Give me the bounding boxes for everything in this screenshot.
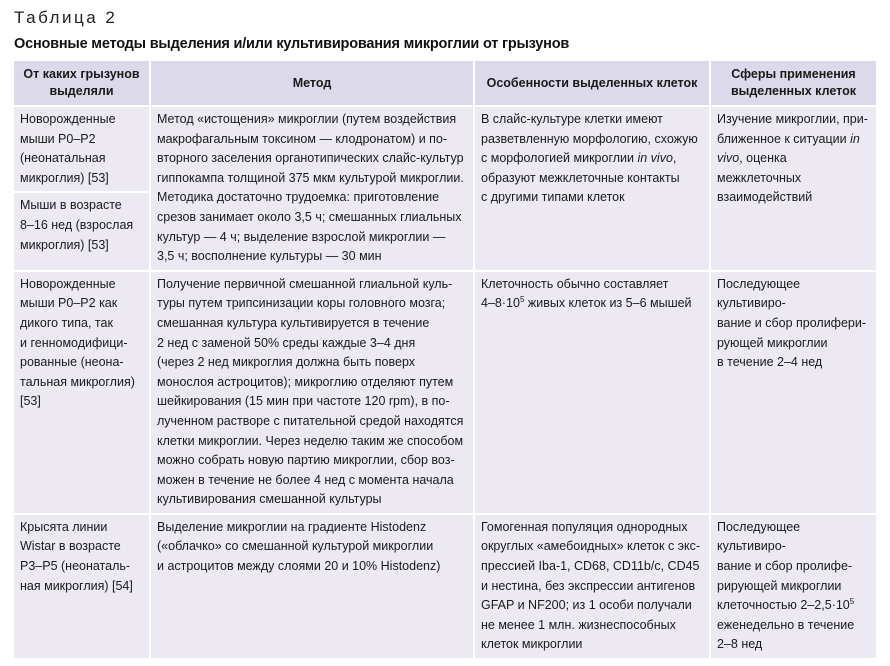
applications-text-end: еженедельно в течение 2–8 нед [717, 617, 855, 652]
source-adult-mice: Мыши в возрасте 8–16 нед (взрослая микроглия) [53] [14, 191, 149, 255]
table-row [14, 106, 876, 271]
cell-method: Метод «истощения» микроглии (путем воздействия макрофагальным токсином — клодронатом) и по- вторного заселения органотипических слайс-культур гиппокампа толщиной 375 мкм культурой микроглии. Методика достаточно трудоемка: приготовление срезов занимает около 3,5 ч; смешанных глиальных культур — 4 ч; выделение взрослой микроглии — 3,5 ч; восполнение культуры — 30 мин [150, 106, 474, 271]
cell-method: Получение первичной смешанной глиальной куль- туры путем трипсинизации коры головного мозга; смешанная культура культивируется в течение 2 нед с заменой 50% среды каждые 3–4 дня (через 2 нед микроглия должна быть поверх монослоя астроцитов); микроглию отделяют путем шейкирования (15 мин при частоте 120 rpm), в по- лученном растворе с питательной средой находятся клетки микроглии. Через неделю таким же способом можно собрать новую партию микроглии, сбор воз- можен в течение не более 4 нед с момента начала культивирования смешанной культуры [150, 271, 474, 514]
cell-applications [710, 514, 876, 658]
table-row [14, 271, 876, 514]
source-neonatal-mice: Новорожденные мыши P0–P2 (неонатальная микроглия) [53] [20, 112, 116, 185]
header-method: Метод [150, 61, 474, 106]
features-text-end: , образуют межклеточные контакты с другими типами клеток [481, 151, 680, 205]
table-header-row [14, 61, 876, 106]
cell-applications: Последующее культивиро- вание и сбор пролифери- рующей микроглии в течение 2–4 нед [710, 271, 876, 514]
applications-text: Изучение микроглии, при- ближенное к ситуации [717, 112, 868, 146]
cell-source: Новорожденные мыши P0–P2 как дикого типа, так и генномодифици- рованные (неона- тальная микроглия) [53] [14, 271, 150, 514]
applications-text: Последующее культивиро- вание и сбор пролифе- рирующей микроглии клеточностью 2–2,5·10 [717, 519, 853, 613]
features-superscript: 5 [519, 295, 525, 305]
cell-source [14, 106, 150, 271]
cell-applications [710, 106, 876, 271]
header-applications: Сферы применения выделенных клеток [710, 61, 876, 106]
features-italic: in vivo [637, 151, 673, 166]
header-source: От каких грызунов выделяли [14, 61, 150, 106]
cell-features [474, 106, 710, 271]
applications-text-end: , оценка межклеточных взаимодействий [717, 151, 813, 205]
cell-source: Крысята линии Wistar в возрасте P3–P5 (неонаталь- ная микроглия) [54] [14, 514, 150, 658]
features-text: Клеточность обычно составляет 4–8·10 [481, 276, 669, 311]
features-text: В слайс-культуре клетки имеют разветвленную морфологию, схожую с морфологией микроглии [481, 112, 698, 166]
applications-superscript: 5 [849, 597, 855, 607]
methods-table [14, 61, 876, 658]
table-title: Основные методы выделения и/или культивирования микроглии от грызунов [14, 36, 570, 52]
table-row [14, 514, 876, 658]
cell-features: Гомогенная популяция однородных округлых «амебоидных» клеток с экс- прессией Iba-1, CD68, CD11b/c, CD45 и нестина, без экспрессии антигенов GFAP и NF200; из 1 особи получали не менее 1 млн. жизнеспособных клеток микроглии [474, 514, 710, 658]
features-text-end: живых клеток из 5–6 мышей [524, 296, 692, 311]
table-number: Таблица 2 [14, 8, 118, 27]
cell-features [474, 271, 710, 514]
header-features: Особенности выделенных клеток [474, 61, 710, 106]
cell-method: Выделение микроглии на градиенте Histodenz («облачко» со смешанной культурой микроглии и астроцитов между слоями 20 и 10% Histodenz) [150, 514, 474, 658]
applications-italic: in vivo [717, 131, 860, 166]
